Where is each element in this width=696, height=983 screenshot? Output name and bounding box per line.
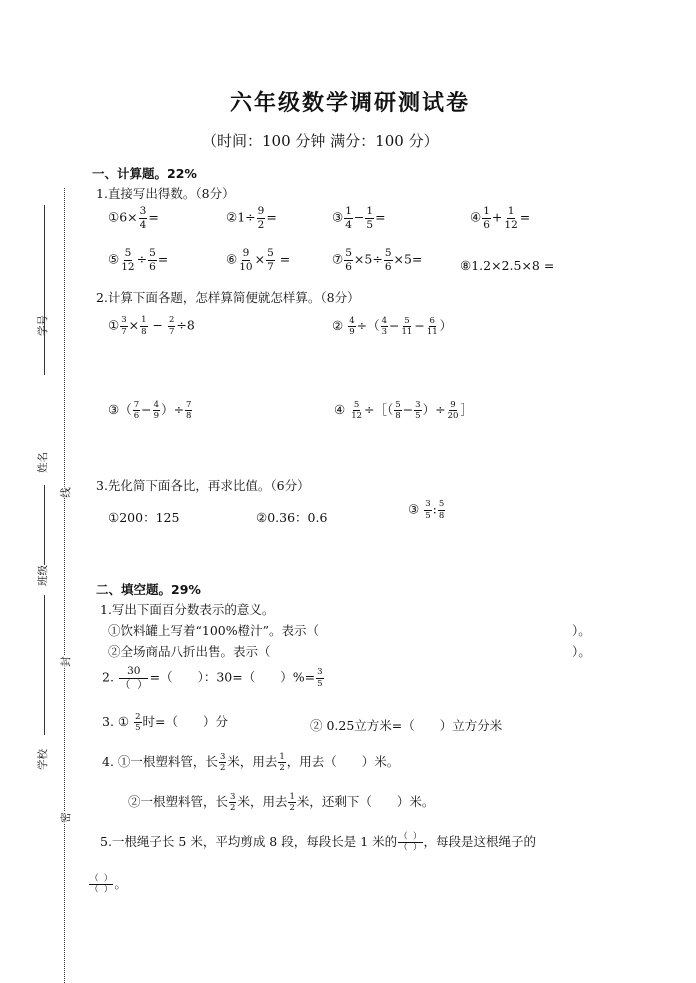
s2-q3: 3. ① $\frac{2}{5}$ 时=（ ）分 [102,711,229,733]
s1-q2-label: 2.计算下面各题，怎样算简便就怎样算。（8分） [96,290,360,305]
s1-q1-item5: ⑤ $\frac{5}{12}$ ÷ $\frac{5}{6}$ = [108,247,169,273]
s2-q4-a: 4. ①一根塑料管，长 $\frac{3}{2}$ 米，用去 $\frac{1}{2}$ ，用去（ ）米。 [102,751,400,773]
class-label: 班级 [37,565,49,586]
s1-q3-item2: ②0.36：0.6 [256,510,328,525]
s2-q1-a-close: ）。 [572,623,591,638]
name-line [44,485,45,565]
s1-q1-item6: ⑥ $\frac{9}{10}$ × $\frac{5}{7}$ = [226,247,291,273]
s1-q1-item3: ③ $\frac{1}{4}$ − $\frac{1}{5}$ = [332,205,386,231]
s1-q1-item8: ⑧1.2×2.5×8 = [460,258,555,273]
section2-heading: 二、填空题。29% [96,582,201,597]
s2-q1-label: 1.写出下面百分数表示的意义。 [100,602,275,617]
section1-heading: 一、计算题。22% [92,166,197,181]
page-title: 六年级数学调研测试卷 [230,91,471,116]
binding-dotted-line [64,188,65,983]
s2-q1-a: ①饮料罐上写着“100%橙汁”。表示（ [108,623,320,638]
student-id-label: 学号 [37,315,49,336]
page-subtitle: （时间：100 分钟 满分：100 分） [202,132,439,150]
class-line [44,595,45,735]
s2-q2: 2. $\frac{30}{( )}$ =（ ）：30=（ ）%= $\frac{3}{5}$ [102,665,323,691]
s2-q3-b: ② 0.25立方米=（ ）立方分米 [310,718,503,733]
s1-q1-item4: ④ $\frac{1}{6}$ + $\frac{1}{12}$ = [470,205,531,231]
s1-q1-item1: ①6× $\frac{3}{4}$ = [108,205,159,231]
s1-q2-item2: ② $\frac{4}{9}$ ÷（ $\frac{4}{3}$ − $\frac{5}{11}$ − $\frac{6}{11}$ ） [332,315,453,337]
s2-q5-line1: 5.一根绳子长 5 米，平均剪成 8 段，每段长是 1 米的 $\frac{( )}{( )}$ ，每段是这根绳子的 [100,831,537,853]
s1-q1-item7: ⑦ $\frac{5}{6}$ ×5÷ $\frac{5}{6}$ ×5= [332,247,423,273]
seal-mark-xian: 线 [59,487,72,498]
s2-q1-b: ②全场商品八折出售。表示（ [108,644,271,659]
s1-q3-label: 3.先化简下面各比，再求比值。（6分） [96,478,310,493]
s1-q2-item3: ③（ $\frac{7}{6}$ − $\frac{4}{9}$ ）÷ $\frac{7}{8}$ [108,399,192,421]
s1-q3-item1: ①200：125 [108,510,180,525]
s1-q3-item3: ③ $\frac{3}{5}$ : $\frac{5}{8}$ [408,499,445,521]
s1-q2-item4: ④ $\frac{5}{12}$ ÷［（ $\frac{5}{8}$ − $\frac{3}{5}$ ）÷ $\frac{9}{20}$ ］ [334,399,473,421]
seal-mark-mi: 密 [59,812,72,823]
s2-q5-line2: $\frac{( )}{( )}$ 。 [90,873,127,895]
s1-q2-item1: ① $\frac{3}{7}$ × $\frac{1}{8}$ − $\frac{2}{7}$ ÷8 [108,315,195,337]
seal-mark-feng: 封 [59,656,72,667]
student-id-line [44,205,45,375]
s1-q1-label: 1.直接写出得数。（8分） [96,186,235,201]
school-label: 学校 [37,749,49,770]
s2-q1-b-close: ）。 [572,644,591,659]
s2-q4-b: ②一根塑料管，长 $\frac{3}{2}$ 米，用去 $\frac{1}{2}$ 米，还剩下（ ）米。 [128,791,435,813]
name-label: 姓名 [37,452,49,473]
s1-q1-item2: ②1÷ $\frac{9}{2}$ = [226,205,277,231]
